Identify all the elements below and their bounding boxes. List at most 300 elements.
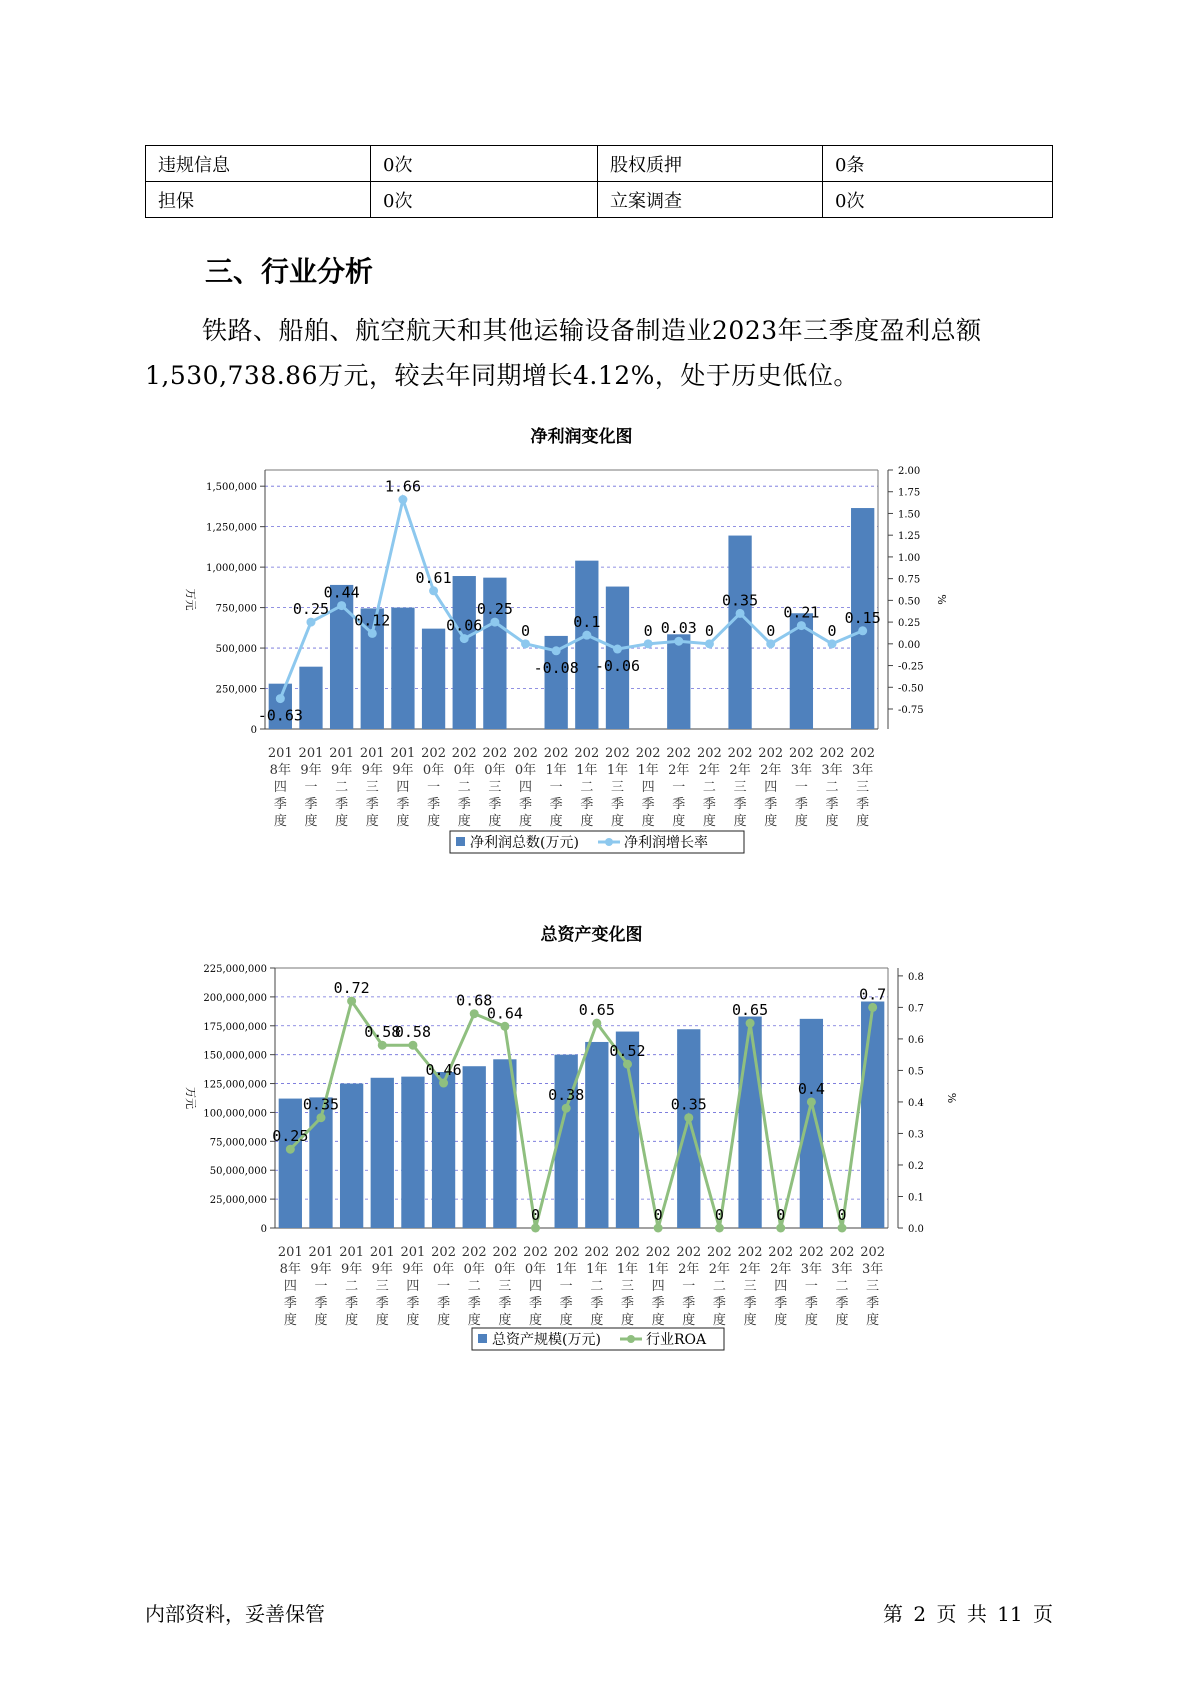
x-tick-label: 季: [335, 797, 349, 812]
x-tick-label: 1年: [606, 763, 629, 778]
x-tick-label: 202: [421, 746, 446, 761]
data-label: 0.15: [844, 608, 881, 627]
x-tick-label: 202: [758, 746, 784, 761]
chart-bar: [279, 1099, 302, 1228]
x-tick-label: 度: [335, 814, 349, 829]
chart-bar: [585, 1042, 608, 1228]
chart-bar: [797, 1019, 825, 1228]
data-label: 0.58: [394, 1023, 431, 1042]
x-tick-label: 三: [620, 1279, 634, 1294]
x-tick-label: 三: [856, 780, 870, 795]
data-label: 0.65: [578, 1001, 615, 1020]
chart-point: [776, 1224, 785, 1233]
x-tick-label: 201: [267, 746, 293, 761]
y2-axis-label: %: [935, 594, 948, 605]
chart-point: [705, 639, 714, 648]
x-tick-label: 三: [488, 780, 502, 795]
chart-point: [460, 634, 469, 643]
x-tick-label: 202: [523, 1245, 548, 1260]
x-tick-label: 度: [283, 1313, 297, 1328]
x-tick-label: 度: [804, 1313, 818, 1328]
x-tick-label: 1年: [647, 1262, 669, 1277]
chart-point: [562, 1104, 571, 1113]
x-tick-label: 二: [835, 1279, 849, 1294]
x-tick-label: 202: [676, 1245, 702, 1260]
chart-bar: [401, 1077, 424, 1228]
chart-point: [368, 629, 377, 638]
x-tick-label: 2年: [739, 1262, 761, 1277]
table-label: 股权质押: [598, 146, 823, 182]
x-tick-label: 季: [457, 797, 471, 812]
info-table: [145, 145, 1053, 218]
x-tick-label: 一: [559, 1279, 573, 1294]
x-tick-label: 季: [610, 797, 624, 812]
x-tick-label: 四: [396, 780, 410, 795]
x-tick-label: 一: [682, 1279, 696, 1294]
x-tick-label: 四: [273, 780, 287, 795]
x-tick-label: 季: [682, 1296, 696, 1311]
x-tick-label: 二: [580, 780, 594, 795]
x-tick-label: 202: [666, 746, 692, 761]
section-title: 三、行业分析: [205, 255, 374, 288]
table-value: 0次: [823, 182, 1053, 218]
x-tick-label: 度: [549, 814, 563, 829]
x-tick-label: 四: [283, 1279, 297, 1294]
x-tick-label: 度: [620, 1313, 634, 1328]
chart-point: [623, 1060, 632, 1069]
chart-point: [838, 1224, 847, 1233]
chart-point: [286, 1145, 295, 1154]
y-tick-label: 250,000: [215, 684, 257, 696]
x-tick-label: 季: [580, 797, 594, 812]
chart-bar: [573, 561, 601, 729]
chart-point: [521, 639, 530, 648]
y2-tick-label: -0.75: [898, 705, 924, 717]
x-tick-label: 度: [794, 814, 808, 829]
x-tick-label: 1年: [555, 1262, 577, 1277]
data-label: 0.46: [425, 1061, 462, 1080]
x-tick-label: 202: [584, 1245, 610, 1260]
x-tick-label: 四: [651, 1279, 665, 1294]
chart-bar: [432, 1072, 455, 1228]
chart-bar: [453, 576, 476, 729]
x-tick-label: 202: [829, 1245, 855, 1260]
x-tick-label: 四: [519, 780, 533, 795]
x-tick-label: 202: [788, 746, 814, 761]
x-tick-label: 202: [482, 746, 508, 761]
x-tick-label: 9年: [340, 1262, 363, 1277]
x-tick-label: 二: [457, 780, 471, 795]
table-value: 0次: [371, 182, 598, 218]
x-tick-label: 度: [365, 814, 379, 829]
chart-point: [531, 1224, 540, 1233]
x-tick-label: 季: [620, 1296, 634, 1311]
y2-tick-label: 1.00: [898, 552, 921, 564]
x-tick-label: 度: [427, 814, 441, 829]
chart-point: [378, 1041, 387, 1050]
x-tick-label: 1年: [545, 763, 567, 778]
x-tick-label: 度: [866, 1313, 880, 1328]
x-tick-label: 季: [273, 797, 287, 812]
x-tick-label: 二: [825, 780, 839, 795]
data-label: 0: [766, 621, 776, 640]
x-tick-label: 三: [610, 780, 624, 795]
x-tick-label: 202: [798, 1245, 824, 1260]
x-tick-label: 三: [743, 1279, 757, 1294]
x-tick-label: 度: [519, 814, 533, 829]
data-label: 0: [531, 1206, 541, 1224]
chart-bar: [340, 1084, 363, 1228]
y-tick-label: 25,000,000: [209, 1195, 267, 1207]
legend-label: 行业ROA: [646, 1332, 707, 1348]
x-tick-label: 202: [492, 1245, 518, 1260]
y2-tick-label: -0.25: [898, 661, 924, 673]
x-tick-label: 度: [467, 1313, 481, 1328]
chart-bar: [463, 1066, 486, 1228]
x-tick-label: 季: [825, 797, 839, 812]
x-tick-label: 201: [390, 746, 416, 761]
y2-tick-label: 0.6: [908, 1034, 924, 1046]
data-label: 0.35: [722, 591, 759, 610]
y-tick-label: 750,000: [215, 603, 257, 615]
legend-line-marker: [605, 838, 613, 846]
y2-tick-label: 0.5: [908, 1066, 924, 1078]
x-tick-label: 202: [707, 1245, 732, 1260]
x-tick-label: 0年: [422, 763, 445, 778]
x-tick-label: 度: [529, 1313, 543, 1328]
x-tick-label: 度: [498, 1313, 512, 1328]
chart-point: [439, 1079, 448, 1088]
y-tick-label: 100,000,000: [203, 1108, 267, 1120]
table-row: [146, 146, 1053, 182]
chart-point: [807, 1097, 816, 1106]
x-tick-label: 202: [645, 1245, 671, 1260]
net-profit-chart-svg: [170, 420, 970, 870]
x-tick-label: 度: [641, 814, 655, 829]
chart-point: [306, 618, 315, 627]
chart-point: [592, 1019, 601, 1028]
chart-bar: [677, 1029, 700, 1228]
x-tick-label: 201: [369, 1245, 395, 1260]
x-tick-label: 202: [461, 1245, 487, 1260]
net-profit-chart: [170, 420, 970, 870]
x-tick-label: 度: [743, 1313, 757, 1328]
y-tick-label: 175,000,000: [203, 1021, 267, 1033]
x-tick-label: 度: [314, 1313, 328, 1328]
x-tick-label: 度: [406, 1313, 420, 1328]
data-label: 0.1: [573, 613, 601, 632]
table-value: 0次: [371, 146, 598, 182]
x-tick-label: 2年: [729, 763, 751, 778]
x-tick-label: 202: [615, 1245, 640, 1260]
legend-label: 净利润总数(万元): [470, 835, 579, 851]
data-label: 0.38: [548, 1086, 585, 1105]
x-tick-label: 季: [519, 797, 533, 812]
chart-point: [654, 1224, 663, 1233]
x-tick-label: 202: [451, 746, 477, 761]
y-tick-label: 0: [250, 725, 257, 736]
data-label: 0.68: [456, 991, 493, 1010]
data-label: 0.35: [670, 1095, 707, 1114]
x-tick-label: 四: [641, 780, 655, 795]
x-tick-label: 季: [427, 797, 441, 812]
table-label: 违规信息: [146, 146, 371, 182]
x-tick-label: 二: [335, 780, 349, 795]
x-tick-label: 202: [850, 746, 876, 761]
chart-point: [470, 1009, 479, 1018]
data-label: 0: [521, 621, 531, 640]
y-axis-label: 万元: [184, 1087, 197, 1109]
x-tick-label: 9年: [392, 763, 414, 778]
x-tick-label: 202: [553, 1245, 579, 1260]
x-tick-label: 一: [549, 780, 563, 795]
x-tick-label: 一: [427, 780, 441, 795]
chart-point: [766, 639, 775, 648]
x-tick-label: 202: [605, 746, 630, 761]
y-tick-label: 0: [260, 1224, 267, 1235]
x-tick-label: 度: [764, 814, 778, 829]
x-tick-label: 度: [774, 1313, 788, 1328]
x-tick-label: 1年: [586, 1262, 608, 1277]
y-axis-label: 万元: [184, 588, 197, 611]
table-value: 0条: [823, 146, 1053, 182]
x-tick-label: 度: [835, 1313, 849, 1328]
x-tick-label: 三: [375, 1279, 389, 1294]
data-label: 0.25: [272, 1127, 309, 1146]
table-label: 立案调查: [598, 182, 823, 218]
data-label: 0: [714, 1206, 724, 1224]
x-tick-label: 8年: [269, 763, 291, 778]
x-tick-label: 201: [277, 1245, 303, 1260]
total-assets-chart: [170, 918, 970, 1368]
x-tick-label: 3年: [800, 1262, 823, 1277]
chart-point: [644, 639, 653, 648]
data-label: -0.63: [257, 706, 303, 725]
x-tick-label: 202: [860, 1245, 886, 1260]
chart-point: [828, 639, 837, 648]
x-tick-label: 201: [400, 1245, 426, 1260]
x-tick-label: 度: [375, 1313, 389, 1328]
chart-bar: [861, 1002, 884, 1228]
x-tick-label: 季: [396, 797, 410, 812]
chart-point: [868, 1003, 877, 1012]
x-tick-label: 202: [635, 746, 661, 761]
data-label: 0: [776, 1206, 786, 1224]
x-tick-label: 3年: [852, 763, 874, 778]
y2-tick-label: 0.75: [898, 574, 921, 586]
data-label: 0.72: [333, 979, 370, 998]
legend-bar-swatch: [478, 1334, 487, 1343]
y2-tick-label: 0.50: [898, 596, 921, 608]
x-tick-label: 季: [559, 1296, 573, 1311]
x-tick-label: 202: [513, 746, 538, 761]
y-tick-label: 75,000,000: [209, 1137, 267, 1149]
x-tick-label: 一: [304, 780, 318, 795]
x-tick-label: 9年: [300, 763, 322, 778]
x-tick-label: 二: [590, 1279, 604, 1294]
x-tick-label: 度: [396, 814, 410, 829]
x-tick-label: 9年: [310, 1262, 332, 1277]
x-tick-label: 202: [819, 746, 845, 761]
data-label: 0: [704, 621, 714, 640]
x-tick-label: 度: [437, 1313, 451, 1328]
data-label: 0.35: [302, 1095, 340, 1114]
x-tick-label: 202: [574, 746, 600, 761]
x-tick-label: 季: [835, 1296, 849, 1311]
data-label: 0.61: [415, 568, 452, 587]
x-tick-label: 9年: [361, 763, 383, 778]
x-tick-label: 度: [559, 1313, 573, 1328]
y2-tick-label: 0.0: [908, 1224, 924, 1235]
y2-tick-label: 1.25: [898, 531, 921, 543]
total-assets-chart-svg: [170, 918, 970, 1368]
data-label: 0.25: [292, 600, 330, 619]
x-tick-label: 度: [304, 814, 318, 829]
footer-page-number: 第 2 页 共 11 页: [883, 1602, 1053, 1626]
data-label: 0.7: [859, 985, 887, 1004]
x-tick-label: 度: [856, 814, 870, 829]
x-tick-label: 3年: [821, 763, 843, 778]
data-label: 0.52: [609, 1042, 646, 1061]
x-tick-label: 201: [339, 1245, 365, 1260]
chart-bar: [371, 1078, 394, 1228]
x-tick-label: 季: [304, 797, 318, 812]
x-tick-label: 季: [406, 1296, 420, 1311]
chart-point: [490, 618, 499, 627]
chart-title: 总资产变化图: [540, 925, 643, 945]
x-tick-label: 202: [697, 746, 722, 761]
x-tick-label: 季: [651, 1296, 665, 1311]
data-label: 0.25: [476, 600, 513, 619]
x-tick-label: 度: [610, 814, 624, 829]
x-tick-label: 0年: [484, 763, 506, 778]
x-tick-label: 202: [737, 1245, 763, 1260]
chart-point: [398, 495, 407, 504]
x-tick-label: 度: [273, 814, 287, 829]
x-tick-label: 季: [283, 1296, 297, 1311]
data-label: 0.21: [783, 603, 820, 622]
x-tick-label: 季: [856, 797, 870, 812]
chart-point: [316, 1113, 325, 1122]
data-label: 0: [827, 621, 837, 640]
legend-label: 总资产规模(万元): [492, 1332, 601, 1348]
data-label: 0.64: [486, 1004, 523, 1023]
x-tick-label: 季: [498, 1296, 512, 1311]
x-tick-label: 四: [406, 1279, 420, 1294]
x-tick-label: 2年: [668, 763, 690, 778]
x-tick-label: 季: [314, 1296, 328, 1311]
x-tick-label: 2年: [760, 763, 782, 778]
x-tick-label: 201: [329, 746, 355, 761]
y2-tick-label: 0.25: [898, 618, 921, 630]
x-tick-label: 四: [529, 1279, 543, 1294]
x-tick-label: 季: [590, 1296, 604, 1311]
x-tick-label: 0年: [463, 1262, 485, 1277]
chart-point: [715, 1224, 724, 1233]
x-tick-label: 四: [764, 780, 778, 795]
x-tick-label: 四: [774, 1279, 788, 1294]
chart-point: [337, 601, 346, 610]
x-tick-label: 3年: [790, 763, 813, 778]
chart-point: [408, 1041, 417, 1050]
chart-point: [582, 631, 591, 640]
x-tick-label: 三: [866, 1279, 880, 1294]
footer-left: 内部资料，妥善保管: [145, 1602, 325, 1626]
x-tick-label: 9年: [330, 763, 353, 778]
chart-point: [613, 645, 622, 654]
chart-point: [797, 621, 806, 630]
x-tick-label: 度: [488, 814, 502, 829]
y-tick-label: 1,250,000: [206, 522, 257, 534]
x-tick-label: 度: [590, 1313, 604, 1328]
data-label: 0: [653, 1206, 663, 1224]
y2-tick-label: 0.8: [908, 971, 924, 983]
x-tick-label: 季: [712, 1296, 726, 1311]
chart-title: 净利润变化图: [530, 427, 633, 447]
data-label: 0.12: [354, 611, 391, 630]
x-tick-label: 度: [712, 1313, 726, 1328]
data-label: 0.65: [732, 1001, 769, 1020]
x-tick-label: 0年: [494, 1262, 516, 1277]
x-tick-label: 季: [866, 1296, 880, 1311]
table-label: 担保: [146, 182, 371, 218]
data-label: -0.06: [594, 657, 641, 676]
legend-bar-swatch: [456, 837, 465, 846]
x-tick-label: 0年: [432, 1262, 455, 1277]
data-label: 0.58: [364, 1023, 401, 1042]
chart-point: [674, 637, 683, 646]
y2-tick-label: 1.50: [898, 509, 921, 521]
x-tick-label: 季: [488, 797, 502, 812]
x-tick-label: 一: [672, 780, 686, 795]
chart-point: [736, 609, 745, 618]
chart-bar: [667, 634, 690, 729]
x-tick-label: 季: [467, 1296, 481, 1311]
y2-tick-label: 2.00: [898, 466, 921, 477]
x-tick-label: 2年: [770, 1262, 792, 1277]
y2-tick-label: 0.4: [908, 1097, 924, 1109]
x-tick-label: 1年: [576, 763, 598, 778]
x-tick-label: 度: [672, 814, 686, 829]
y2-tick-label: 0.3: [908, 1129, 924, 1141]
x-tick-label: 季: [437, 1296, 451, 1311]
data-label: 0.06: [446, 616, 483, 635]
chart-point: [552, 646, 561, 655]
x-tick-label: 度: [825, 814, 839, 829]
y2-tick-label: -0.50: [898, 683, 924, 695]
table-row: [146, 182, 1053, 218]
y-tick-label: 200,000,000: [203, 992, 267, 1004]
chart-bar: [422, 629, 445, 729]
x-tick-label: 二: [702, 780, 716, 795]
y2-tick-label: 0.7: [908, 1003, 924, 1015]
x-tick-label: 1年: [637, 763, 659, 778]
x-tick-label: 9年: [371, 1262, 393, 1277]
x-tick-label: 度: [702, 814, 716, 829]
chart-bar: [728, 536, 751, 729]
x-tick-label: 季: [375, 1296, 389, 1311]
data-label: 0.4: [797, 1079, 825, 1098]
y2-tick-label: 0.1: [908, 1192, 924, 1204]
y-tick-label: 225,000,000: [203, 964, 267, 975]
x-tick-label: 三: [498, 1279, 512, 1294]
x-tick-label: 2年: [678, 1262, 700, 1277]
x-tick-label: 季: [733, 797, 747, 812]
chart-point: [276, 694, 285, 703]
x-tick-label: 202: [727, 746, 753, 761]
legend-label: 净利润增长率: [624, 835, 708, 851]
x-tick-label: 季: [672, 797, 686, 812]
